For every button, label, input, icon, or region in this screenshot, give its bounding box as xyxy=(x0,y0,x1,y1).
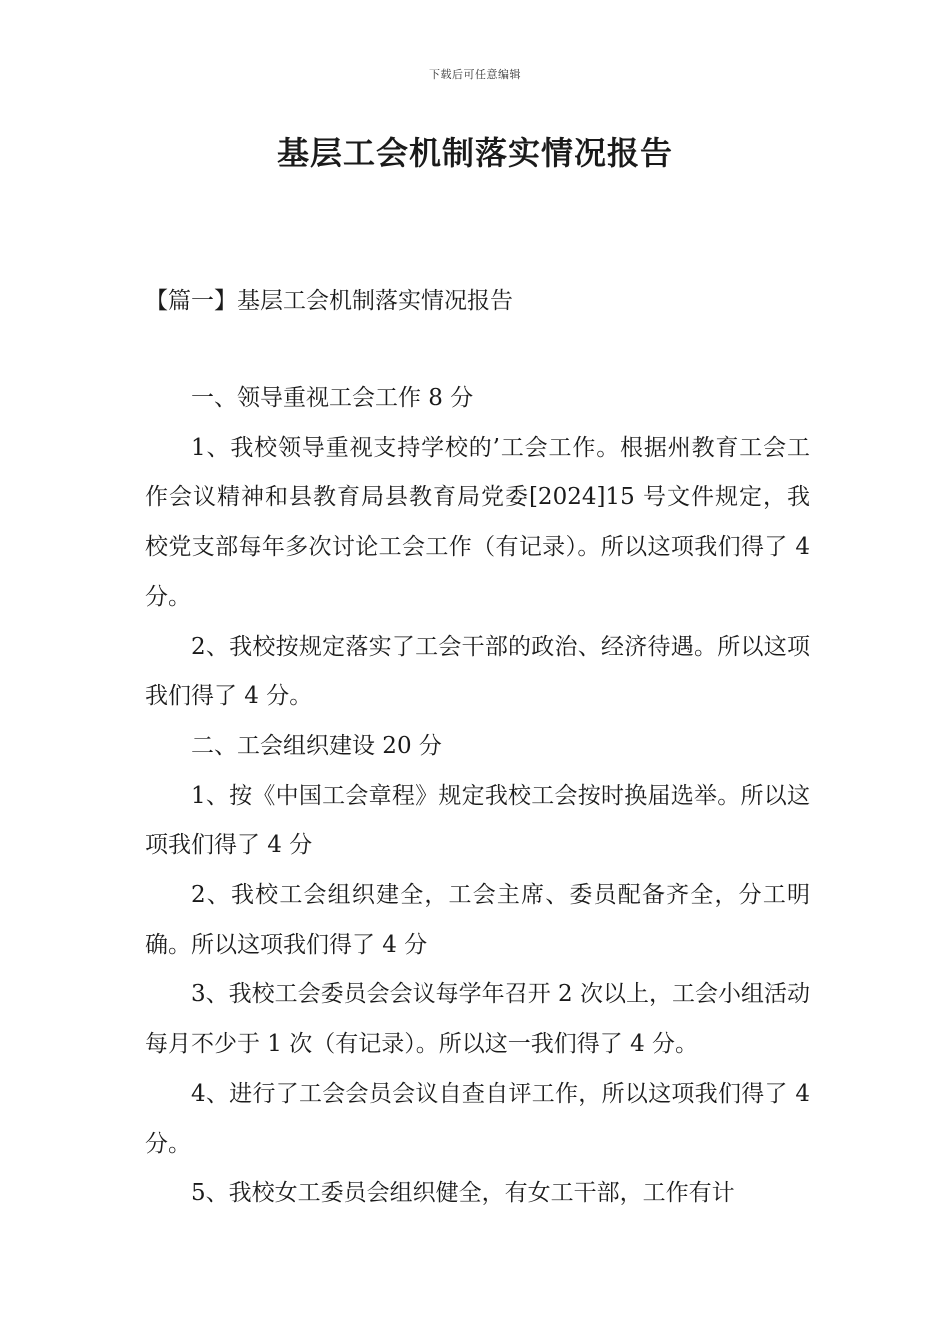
paragraph: 5、我校女工委员会组织健全，有女工干部，工作有计 xyxy=(191,1180,735,1207)
paragraph: 2、我校工会组织建全，工会主席、委员配备齐全，分工明确。所以这项我们得了 4 分 xyxy=(145,882,810,958)
paragraph: 二、工会组织建设 20 分 xyxy=(191,732,442,759)
page-header-note: 下载后可任意编辑 xyxy=(429,68,521,81)
paragraph: 1、我校领导重视支持学校的’工会工作。根据州教育工会工作会议精神和县教育局县教育局党委[2024]15 号文件规定，我校党支部每年多次讨论工会工作（有记录）。所以这项我们得了 4 分。 xyxy=(145,434,810,610)
paragraph: 4、进行了工会会员会议自查自评工作，所以这项我们得了 4 分。 xyxy=(145,1080,810,1157)
document-title: 基层工会机制落实情况报告 xyxy=(276,134,673,172)
paragraph: 2、我校按规定落实了工会干部的政治、经济待遇。所以这项我们得了 4 分。 xyxy=(145,633,810,710)
paragraph: 一、领导重视工会工作 8 分 xyxy=(191,385,474,411)
section-heading: 【篇一】基层工会机制落实情况报告 xyxy=(145,288,513,314)
paragraph: 1、按《中国工会章程》规定我校工会按时换届选举。所以这项我们得了 4 分 xyxy=(145,782,810,859)
document-body xyxy=(145,374,810,1219)
paragraph: 3、我校工会委员会会议每学年召开 2 次以上，工会小组活动每月不少于 1 次（有记录）。所以这一我们得了 4 分。 xyxy=(145,981,810,1058)
